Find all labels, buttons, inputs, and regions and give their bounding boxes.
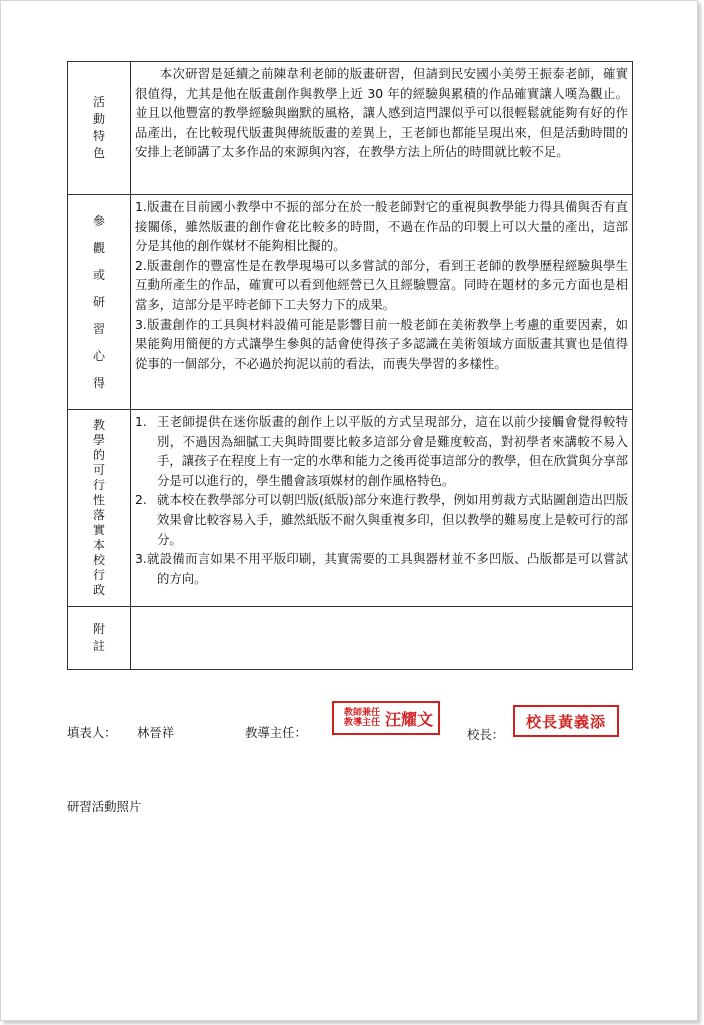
feasibility-item-3: 3.就設備而言如果不用平版印刷，其實需要的工具與器材並不多凹版、凸版都是可以嘗試的方向。: [135, 551, 628, 586]
director-label: 教導主任：: [245, 725, 307, 740]
row-activity-features: [68, 62, 633, 195]
reflection-point-1: 1.版畫在目前國小教學中不振的部分在於一般老師對它的重視與教學能力得具備與否有直接關係，雖然版畫的創作會花比較多的時間，不過在作品的印製上可以大量的產出，這部分是其他的創作媒材不能夠相比擬的。: [135, 199, 628, 254]
director-seal: 教師兼任 教導主任 汪耀文: [332, 701, 440, 735]
principal-label: 校長：: [467, 727, 505, 742]
activity-paragraph: 本次研習是延續之前陳韋利老師的版畫研習，但請到民安國小美勞王振泰老師，確實很值得，尤其是他在版畫創作與教學上近 30 年的經驗與累積的作品確實讓人嘆為觀止。並且以他豐富的教學經驗與幽默的風格，讓人感到這門課似乎可以很輕鬆就能夠有好的作品產出，在比較現代版畫與傳統版畫的差異上，王老師也都能呈現出來，但是活動時間的安排上老師講了太多作品的來源與內容，在教學方法上所佔的時間就比較不足。: [135, 66, 628, 160]
reflection-point-2: 2.版畫創作的豐富性是在教學現場可以多嘗試的部分，看到王老師的教學歷程經驗與學生互動所產生的作品，確實可以看到他經營已久且經驗豐富。同時在題材的多元方面也是相當多，這部分是平時老師下工夫努力下的成果。: [135, 257, 628, 312]
content-feasibility: [131, 410, 633, 607]
principal-seal: 校長黃義添: [513, 705, 619, 737]
content-activity-features: [131, 62, 633, 195]
signature-row: [67, 701, 633, 741]
filler-label: 填表人：: [67, 725, 117, 740]
feasibility-item-2: 2. 就本校在教學部分可以朝凹版(紙版)部分來進行教學，例如用剪裁方式貼圖創造出凹版效果會比較容易入手，雖然紙版不耐久與重複多印，但以教學的難易度上是較可行的部分。: [135, 492, 628, 547]
filler-name: 林晉祥: [137, 725, 175, 740]
content-notes: [131, 607, 633, 670]
label-notes: 附註: [68, 607, 131, 670]
label-activity-features: 活動特色: [68, 62, 131, 195]
row-feasibility: [68, 410, 633, 607]
reflection-point-3: 3.版畫創作的工具與材料設備可能是影響目前一般老師在美術教學上考慮的重要因素，如果能夠用簡便的方式讓學生參與的話會使得孩子多認識在美術領域方面版畫其實也是值得從事的一個部分，不必過於拘泥以前的看法，而喪失學習的多樣性。: [135, 316, 628, 371]
row-notes: [68, 607, 633, 670]
content-reflection: [131, 195, 633, 410]
label-feasibility: 教學的可行性落實本校行政: [68, 410, 131, 607]
label-reflection: 參觀或研習心得: [68, 195, 131, 410]
feasibility-item-1: 1. 王老師提供在迷你版畫的創作上以平版的方式呈現部分，這在以前少接觸會覺得較特別，不過因為細膩工夫與時間要比較多這部分會是難度較高，對初學者來講較不易入手，讓孩子在程度上有一定的水準和能力之後再從事這部分的教學，但在欣賞與分享部分是可以進行的，學生體會該項媒材的創作風格特色。: [135, 414, 628, 488]
photos-heading: 研習活動照片: [67, 799, 142, 814]
report-table: [67, 61, 633, 670]
row-reflection: [68, 195, 633, 410]
